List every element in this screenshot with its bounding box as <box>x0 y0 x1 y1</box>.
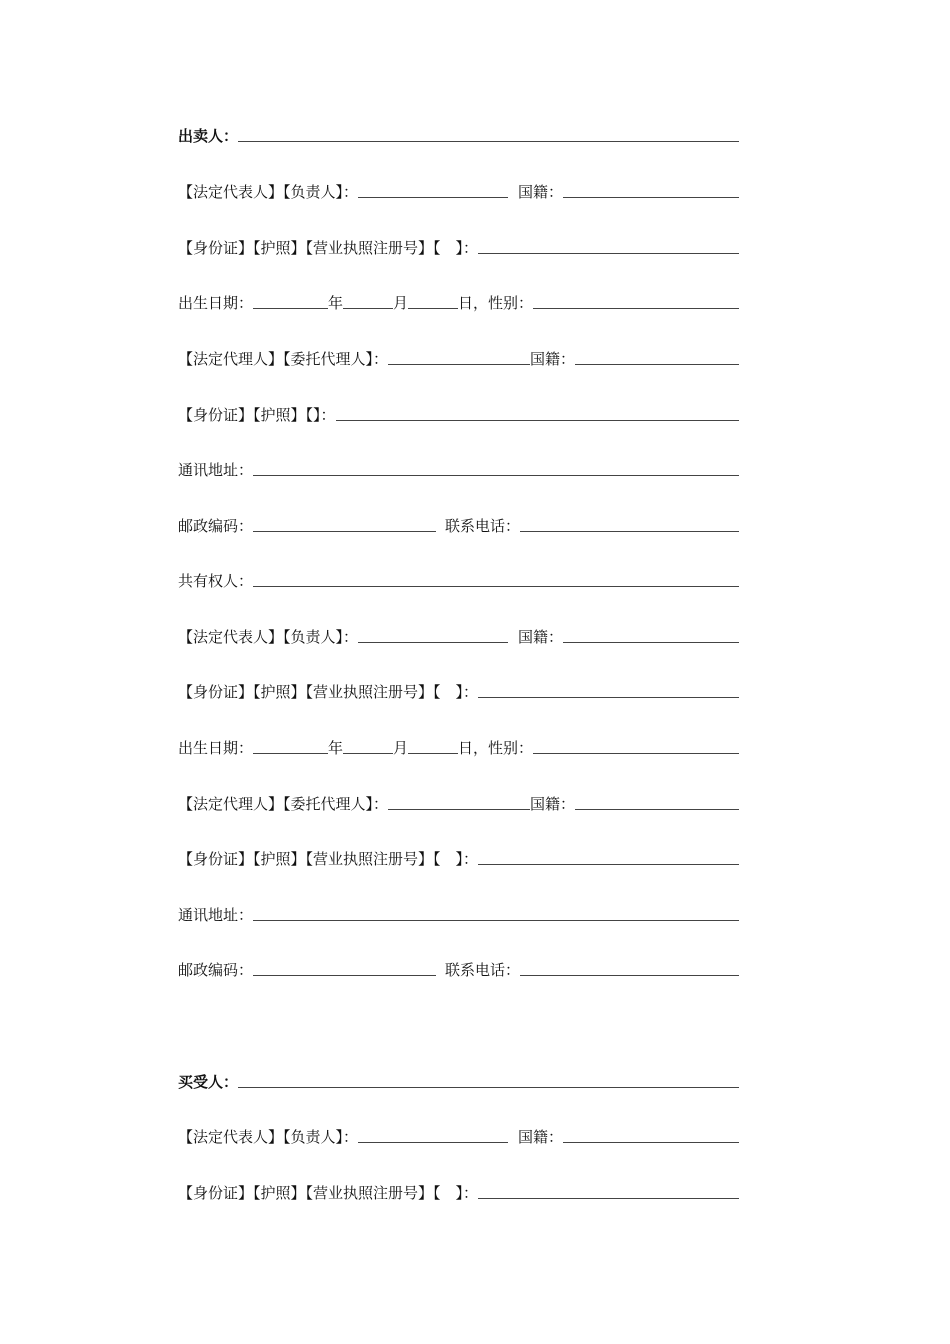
co-owner-agent-id-row <box>178 847 739 869</box>
co-owner-agent-nationality-label: 国籍： <box>530 795 576 813</box>
co-owner-agent-id-blank[interactable] <box>478 864 739 865</box>
co-owner-agent-blank[interactable] <box>388 809 530 810</box>
buyer-id-blank[interactable] <box>478 1198 739 1199</box>
seller-agent-nationality-blank[interactable] <box>575 364 739 365</box>
seller-id-label: 【身份证】【护照】【营业执照注册号】【 】： <box>178 239 479 257</box>
seller-rep-blank[interactable] <box>358 197 508 198</box>
seller-birth-label: 出生日期： <box>178 294 254 312</box>
seller-rep-label: 【法定代表人】【负责人】： <box>178 183 359 201</box>
buyer-name-blank[interactable] <box>238 1087 739 1088</box>
seller-phone-blank[interactable] <box>520 531 739 532</box>
seller-postal-row <box>178 514 739 536</box>
seller-agent-id-blank[interactable] <box>336 420 739 421</box>
co-owner-title: 共有权人： <box>178 572 254 590</box>
co-owner-birth-gender-label: 日，性别： <box>458 739 534 757</box>
co-owner-rep-nationality-label: 国籍： <box>518 628 564 646</box>
co-owner-birth-row <box>178 736 739 758</box>
seller-agent-nationality-label: 国籍： <box>530 350 576 368</box>
co-owner-agent-id-label: 【身份证】【护照】【营业执照注册号】【 】： <box>178 850 479 868</box>
co-owner-rep-row <box>178 625 739 647</box>
buyer-id-row <box>178 1181 739 1203</box>
co-owner-address-label: 通讯地址： <box>178 906 254 924</box>
co-owner-address-row <box>178 903 739 925</box>
seller-rep-nationality-label: 国籍： <box>518 183 564 201</box>
co-owner-id-row <box>178 680 739 702</box>
seller-postal-label: 邮政编码： <box>178 517 254 535</box>
co-owner-postal-label: 邮政编码： <box>178 961 254 979</box>
co-owner-birth-month-label: 月 <box>393 739 409 757</box>
seller-birth-day-blank[interactable] <box>408 308 458 309</box>
seller-name-blank[interactable] <box>238 141 739 142</box>
co-owner-name-row <box>178 569 739 591</box>
seller-agent-label: 【法定代理人】【委托代理人】： <box>178 350 389 368</box>
buyer-rep-blank[interactable] <box>358 1142 508 1143</box>
seller-address-row <box>178 458 739 480</box>
buyer-title: 买受人： <box>178 1073 239 1091</box>
co-owner-birth-month-blank[interactable] <box>343 753 393 754</box>
co-owner-birth-day-blank[interactable] <box>408 753 458 754</box>
co-owner-gender-blank[interactable] <box>533 753 739 754</box>
seller-name-row <box>178 124 739 146</box>
co-owner-rep-blank[interactable] <box>358 642 508 643</box>
seller-birth-gender-label: 日，性别： <box>458 294 534 312</box>
seller-agent-id-row <box>178 403 739 425</box>
seller-phone-label: 联系电话： <box>445 517 521 535</box>
buyer-rep-label: 【法定代表人】【负责人】： <box>178 1128 359 1146</box>
co-owner-agent-row <box>178 792 739 814</box>
seller-agent-id-label: 【身份证】【护照】【】： <box>178 406 336 424</box>
co-owner-agent-nationality-blank[interactable] <box>575 809 739 810</box>
buyer-rep-nationality-label: 国籍： <box>518 1128 564 1146</box>
seller-agent-blank[interactable] <box>388 364 530 365</box>
co-owner-id-label: 【身份证】【护照】【营业执照注册号】【 】： <box>178 683 479 701</box>
buyer-rep-row <box>178 1125 739 1147</box>
seller-id-blank[interactable] <box>478 253 739 254</box>
co-owner-birth-label: 出生日期： <box>178 739 254 757</box>
seller-birth-month-blank[interactable] <box>343 308 393 309</box>
seller-birth-year-blank[interactable] <box>253 308 328 309</box>
seller-title: 出卖人： <box>178 127 239 145</box>
co-owner-rep-label: 【法定代表人】【负责人】： <box>178 628 359 646</box>
seller-gender-blank[interactable] <box>533 308 739 309</box>
seller-postal-blank[interactable] <box>253 531 436 532</box>
buyer-rep-nationality-blank[interactable] <box>563 1142 739 1143</box>
co-owner-birth-year-blank[interactable] <box>253 753 328 754</box>
co-owner-id-blank[interactable] <box>478 697 739 698</box>
buyer-name-row <box>178 1070 739 1092</box>
co-owner-phone-blank[interactable] <box>520 975 739 976</box>
seller-rep-nationality-blank[interactable] <box>563 197 739 198</box>
seller-agent-row <box>178 347 739 369</box>
co-owner-rep-nationality-blank[interactable] <box>563 642 739 643</box>
seller-birth-row <box>178 291 739 313</box>
seller-address-label: 通讯地址： <box>178 461 254 479</box>
seller-address-blank[interactable] <box>253 475 739 476</box>
seller-birth-month-label: 月 <box>393 294 409 312</box>
seller-birth-year-label: 年 <box>328 294 344 312</box>
co-owner-address-blank[interactable] <box>253 920 739 921</box>
co-owner-postal-blank[interactable] <box>253 975 436 976</box>
co-owner-postal-row <box>178 958 739 980</box>
co-owner-birth-year-label: 年 <box>328 739 344 757</box>
co-owner-agent-label: 【法定代理人】【委托代理人】： <box>178 795 389 813</box>
co-owner-phone-label: 联系电话： <box>445 961 521 979</box>
co-owner-name-blank[interactable] <box>253 586 739 587</box>
seller-rep-row <box>178 180 739 202</box>
seller-id-row <box>178 236 739 258</box>
buyer-id-label: 【身份证】【护照】【营业执照注册号】【 】： <box>178 1184 479 1202</box>
